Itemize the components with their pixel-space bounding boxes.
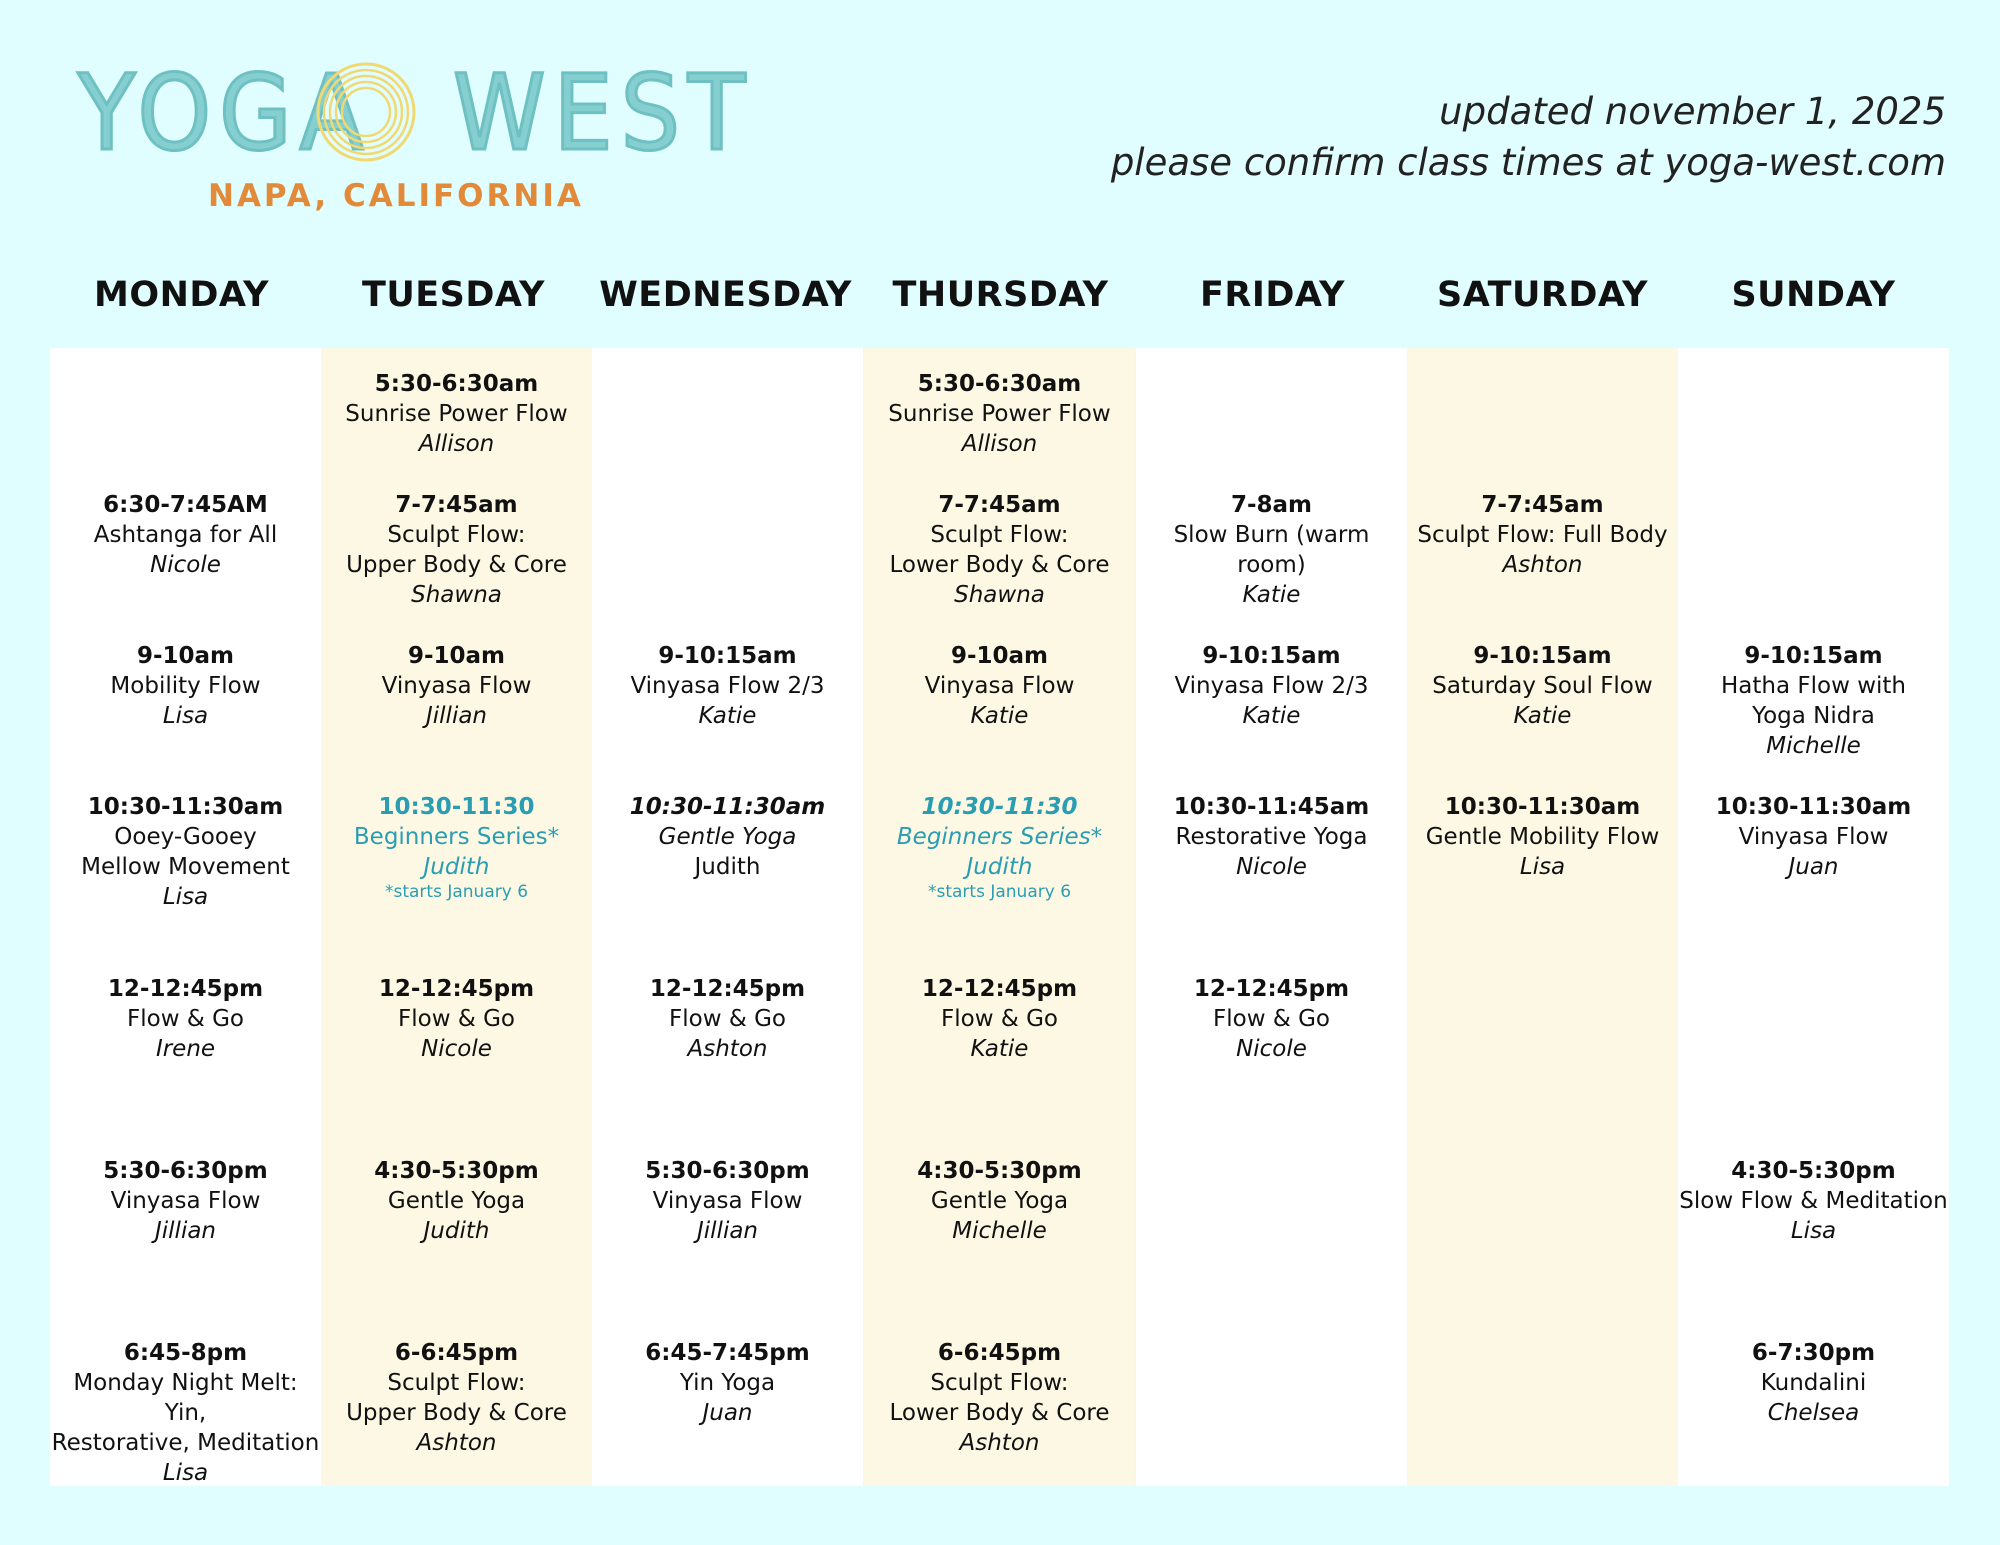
class-name: Kundalini — [1760, 1370, 1867, 1396]
class-block — [50, 1156, 321, 1246]
class-time: 5:30-6:30pm — [645, 1158, 810, 1184]
class-time: 12-12:45pm — [107, 976, 264, 1002]
class-name: Beginners Series* — [353, 824, 560, 850]
class-name: Sunrise Power Flow — [345, 401, 568, 427]
class-block — [50, 1338, 321, 1488]
class-block — [321, 490, 592, 610]
class-name: Sculpt Flow: — [387, 522, 526, 548]
class-time: 9-10:15am — [1473, 643, 1612, 669]
class-instructor: Judith — [966, 854, 1033, 880]
class-name: Vinyasa Flow — [924, 673, 1075, 699]
updated-date: updated november 1, 2025 — [1439, 90, 1946, 133]
class-instructor: Michelle — [952, 1218, 1047, 1244]
class-time: 9-10am — [407, 643, 506, 669]
class-block — [50, 974, 321, 1064]
class-instructor: Nicole — [150, 552, 221, 578]
class-instructor: Allison — [418, 431, 495, 457]
class-instructor: Katie — [698, 703, 757, 729]
class-name: Vinyasa Flow — [381, 673, 532, 699]
day-header-monday: MONDAY — [93, 275, 269, 315]
class-name: Gentle Yoga — [387, 1188, 526, 1214]
class-time: 7-7:45am — [395, 492, 518, 518]
class-time: 6:45-7:45pm — [645, 1340, 810, 1366]
class-block — [1678, 641, 1949, 761]
class-instructor: Allison — [961, 431, 1038, 457]
class-name: Gentle Yoga — [930, 1188, 1069, 1214]
class-instructor: Nicole — [1236, 854, 1307, 880]
class-instructor: Michelle — [1766, 733, 1861, 759]
class-instructor: Lisa — [1790, 1218, 1837, 1244]
class-name: Sculpt Flow: — [930, 522, 1069, 548]
class-name: Beginners Series* — [896, 824, 1103, 850]
class-name: Slow Flow & Meditation — [1679, 1188, 1948, 1214]
day-header-tuesday: TUESDAY — [361, 275, 546, 315]
class-time: 12-12:45pm — [1193, 976, 1350, 1002]
class-note: *starts January 6 — [927, 882, 1072, 902]
class-block — [592, 974, 863, 1064]
class-time: 9-10:15am — [1202, 643, 1341, 669]
class-block — [864, 641, 1135, 731]
class-name: Gentle Mobility Flow — [1425, 824, 1660, 850]
class-time: 9-10:15am — [1744, 643, 1883, 669]
day-header-sunday: SUNDAY — [1731, 275, 1896, 315]
class-name-line2: Mellow Movement — [81, 854, 290, 880]
class-block — [321, 369, 592, 459]
class-instructor: Chelsea — [1767, 1400, 1860, 1426]
class-block-highlight — [321, 792, 592, 902]
day-header-wednesday: WEDNESDAY — [599, 275, 852, 315]
class-name: Sculpt Flow: Full Body — [1417, 522, 1668, 548]
class-block — [864, 1338, 1135, 1458]
class-instructor: Ashton — [1502, 552, 1583, 578]
class-instructor: Jillian — [154, 1218, 216, 1244]
class-instructor: Nicole — [1236, 1036, 1307, 1062]
class-instructor: Juan — [702, 1400, 753, 1426]
class-name-line2: Restorative, Meditation — [51, 1430, 320, 1456]
class-name: Vinyasa Flow — [110, 1188, 261, 1214]
class-block — [1407, 641, 1678, 731]
class-block — [321, 974, 592, 1064]
class-block — [1136, 641, 1407, 731]
class-instructor: Katie — [1242, 703, 1301, 729]
class-time: 5:30-6:30am — [917, 371, 1082, 397]
class-time: 10:30-11:30 — [378, 794, 535, 820]
day-header-friday: FRIDAY — [1199, 275, 1346, 315]
class-instructor: Katie — [1513, 703, 1572, 729]
class-time: 4:30-5:30pm — [374, 1158, 539, 1184]
class-time: 10:30-11:30 — [921, 794, 1078, 820]
class-name: Slow Burn (warm room) — [1173, 522, 1370, 578]
class-instructor: Lisa — [162, 703, 209, 729]
class-block — [321, 1338, 592, 1458]
class-name: Saturday Soul Flow — [1432, 673, 1653, 699]
class-time: 12-12:45pm — [649, 976, 806, 1002]
class-time: 6:30-7:45AM — [103, 492, 268, 518]
class-block — [1678, 1156, 1949, 1246]
class-block — [864, 1156, 1135, 1246]
class-time: 4:30-5:30pm — [917, 1158, 1082, 1184]
class-block — [592, 1156, 863, 1246]
class-instructor: Katie — [970, 1036, 1029, 1062]
class-time: 6-7:30pm — [1751, 1340, 1876, 1366]
class-name-line2: Upper Body & Core — [346, 552, 567, 578]
class-name: Gentle Yoga — [658, 824, 797, 850]
class-instructor: Lisa — [1519, 854, 1566, 880]
class-name: Flow & Go — [941, 1006, 1058, 1032]
class-name: Ashtanga for All — [93, 522, 278, 548]
class-name: Vinyasa Flow 2/3 — [1174, 673, 1369, 699]
class-block — [1678, 792, 1949, 882]
class-name: Vinyasa Flow — [652, 1188, 803, 1214]
class-instructor: Jillian — [425, 703, 487, 729]
day-header-saturday: SATURDAY — [1437, 275, 1648, 315]
logo-word-west: WEST — [453, 52, 754, 174]
class-block — [1136, 792, 1407, 882]
logo — [78, 52, 754, 218]
class-name: Flow & Go — [398, 1006, 515, 1032]
class-instructor: Lisa — [162, 884, 209, 910]
class-time: 12-12:45pm — [921, 976, 1078, 1002]
class-time: 5:30-6:30am — [374, 371, 539, 397]
day-header-thursday: THURSDAY — [892, 275, 1109, 315]
class-block — [864, 974, 1135, 1064]
class-instructor: Shawna — [411, 582, 502, 608]
class-instructor: Katie — [970, 703, 1029, 729]
class-time: 12-12:45pm — [378, 976, 535, 1002]
day-column-wednesday — [592, 348, 863, 1486]
day-column-sunday — [1678, 348, 1949, 1486]
day-column-monday — [50, 348, 321, 1486]
class-name-line2: Lower Body & Core — [889, 1400, 1110, 1426]
class-instructor: Lisa — [162, 1460, 209, 1486]
class-block — [50, 641, 321, 731]
class-name: Sunrise Power Flow — [888, 401, 1111, 427]
class-time: 10:30-11:30am — [629, 794, 826, 820]
class-name-line2: Yoga Nidra — [1752, 703, 1875, 729]
logo-word-yoga: YOGA — [78, 52, 372, 174]
class-instructor: Nicole — [421, 1036, 492, 1062]
class-instructor: Jillian — [696, 1218, 758, 1244]
class-block — [592, 641, 863, 731]
class-block — [50, 490, 321, 580]
class-block — [1407, 490, 1678, 580]
class-instructor: Ashton — [687, 1036, 768, 1062]
class-block — [592, 792, 863, 882]
class-instructor: Ashton — [959, 1430, 1040, 1456]
class-time: 4:30-5:30pm — [1731, 1158, 1896, 1184]
class-instructor: Irene — [155, 1036, 216, 1062]
day-column-thursday — [864, 348, 1135, 1486]
class-note: *starts January 6 — [384, 882, 529, 902]
class-time: 10:30-11:30am — [1715, 794, 1912, 820]
class-block-highlight — [864, 792, 1135, 902]
class-instructor: Katie — [1242, 582, 1301, 608]
class-time: 9-10:15am — [658, 643, 797, 669]
day-column-tuesday — [321, 348, 592, 1486]
class-time: 6-6:45pm — [937, 1340, 1062, 1366]
day-column-saturday — [1407, 348, 1678, 1486]
day-column-friday — [1136, 348, 1407, 1486]
class-time: 10:30-11:45am — [1173, 794, 1370, 820]
class-name: Sculpt Flow: — [930, 1370, 1069, 1396]
class-time: 5:30-6:30pm — [103, 1158, 268, 1184]
class-name: Flow & Go — [669, 1006, 786, 1032]
class-time: 9-10am — [136, 643, 235, 669]
class-instructor: Ashton — [416, 1430, 497, 1456]
logo-location: NAPA, CALIFORNIA — [208, 178, 584, 214]
class-name: Mobility Flow — [110, 673, 261, 699]
class-time: 9-10am — [950, 643, 1049, 669]
class-name-line2: Lower Body & Core — [889, 552, 1110, 578]
class-time: 10:30-11:30am — [1444, 794, 1641, 820]
class-time: 6:45-8pm — [123, 1340, 248, 1366]
class-block — [1407, 792, 1678, 882]
class-name: Restorative Yoga — [1175, 824, 1368, 850]
class-name: Sculpt Flow: — [387, 1370, 526, 1396]
class-block — [1136, 974, 1407, 1064]
class-block — [321, 641, 592, 731]
class-instructor: Judith — [694, 854, 761, 880]
class-name: Flow & Go — [1213, 1006, 1330, 1032]
sun-icon — [314, 60, 418, 164]
class-name: Yin Yoga — [679, 1370, 776, 1396]
confirm-times: please confirm class times at yoga-west.com — [1110, 141, 1946, 184]
class-name-line2: Upper Body & Core — [346, 1400, 567, 1426]
class-time: 7-7:45am — [938, 492, 1061, 518]
class-block — [592, 1338, 863, 1428]
class-block — [864, 369, 1135, 459]
class-instructor: Juan — [1788, 854, 1839, 880]
class-time: 7-8am — [1230, 492, 1313, 518]
class-block — [50, 792, 321, 912]
class-block — [1136, 490, 1407, 610]
class-instructor: Judith — [423, 854, 490, 880]
class-time: 6-6:45pm — [394, 1340, 519, 1366]
class-block — [864, 490, 1135, 610]
class-time: 7-7:45am — [1481, 492, 1604, 518]
class-name: Ooey-Gooey — [114, 824, 257, 850]
update-notice — [1111, 86, 1946, 188]
class-name: Vinyasa Flow — [1738, 824, 1889, 850]
class-block — [1678, 1338, 1949, 1428]
class-name: Monday Night Melt: Yin, — [73, 1370, 298, 1426]
class-instructor: Shawna — [954, 582, 1045, 608]
class-instructor: Judith — [423, 1218, 490, 1244]
class-name: Flow & Go — [127, 1006, 244, 1032]
class-time: 10:30-11:30am — [87, 794, 284, 820]
class-block — [321, 1156, 592, 1246]
class-name: Vinyasa Flow 2/3 — [630, 673, 825, 699]
class-name: Hatha Flow with — [1721, 673, 1906, 699]
